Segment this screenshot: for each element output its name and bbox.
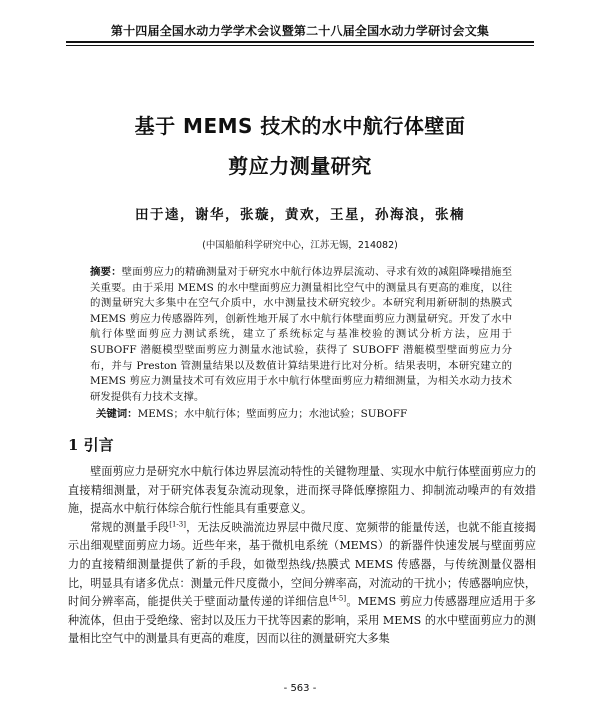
keywords xyxy=(96,405,516,420)
paper-title-line-2: 剪应力测量研究 xyxy=(228,154,372,178)
abstract-text: 壁面剪应力的精确测量对于研究水中航行体边界层流动、寻求有效的减阻降噪措施至关重要。由于采用 MEMS 的水中壁面剪应力测量相比空气中的测量具有更高的难度，以往的测量研究大多集中在空气介质中，水中测量技术研究较少。本研究利用新研制的热膜式 MEMS 剪应力传感器阵列，创新性地开展了水中航行体壁面剪应力测量研究。开发了水中航行体壁面剪应力测试系统，建立了系统标定与基准校验的测试分析方法，应用于 SUBOFF 潜艇模型壁面剪应力测量水池试验，获得了 SUBOFF 潜艇模型壁面剪应力分布，并与 Preston 管测量结果以及数值计算结果进行比对分析。结果表明，本研究建立的 MEMS 剪应力测量技术可有效应用于水中航行体壁面剪应力精细测量，为相关水动力技术研发提供有力技术支撑。 xyxy=(90,266,513,403)
paragraph-2-part-b: ，无法反映湍流边界层中微尺度、宽频带的能量传送，也就不能直接揭示出细观壁面剪应力场。近些年来，基于微机电系统（MEMS）的新器件快速发展与壁面剪应力的直接精细测量提供了新的手段，如微型热线/热膜式 MEMS 传感器，与传统测量仪器相比，明显具有诸多优点：测量元件尺度微小，空间分辨率高，对流动的干扰小；传感器响应快，时间分辨率高，能提供关于壁面动量传递的详细信息 xyxy=(68,520,536,609)
paragraph-2-part-a: 常规的测量手段 xyxy=(90,520,170,534)
paragraph-1: 壁面剪应力是研究水中航行体边界层流动特性的关键物理量、实现水中航行体壁面剪应力的直接精细测量，对于研究体表复杂流动现象，进而探寻降低摩擦阻力、抑制流动噪声的有效措施，提高水中航行体综合航行性能具有重要意义。 xyxy=(68,465,536,516)
paragraph-2-part-c: 。MEMS 剪应力传感器理应适用于多种流体，但由于受绝缘、密封以及压力干扰等因素的影响，采用 MEMS 的水中壁面剪应力的测量相比空气中的测量具有更高的难度，因而以往的测量研究大多集 xyxy=(68,595,536,646)
page-number: - 563 - xyxy=(283,683,317,694)
paper-title-line-1: 基于 MEMS 技术的水中航行体壁面 xyxy=(134,114,466,138)
keywords-label: 关键词： xyxy=(96,408,138,420)
citation-1-3: [1-3] xyxy=(169,520,186,529)
abstract xyxy=(90,265,512,405)
header-rule-thick xyxy=(66,41,534,43)
section-heading-introduction: 1 引言 xyxy=(68,436,114,454)
affiliation: (中国船舶科学研究中心，江苏无锡，214082) xyxy=(202,240,398,251)
body-text xyxy=(68,463,536,649)
citation-4-5: [4-5] xyxy=(329,594,347,603)
abstract-label: 摘要： xyxy=(90,266,122,278)
paragraph-2 xyxy=(68,519,536,649)
header-rule-thin xyxy=(66,45,534,46)
keywords-text: MEMS；水中航行体；壁面剪应力；水池试验；SUBOFF xyxy=(137,408,408,420)
author-list: 田于逵，谢华，张璇，黄欢，王星，孙海浪，张楠 xyxy=(135,207,465,223)
running-header: 第十四届全国水动力学学术会议暨第二十八届全国水动力学研讨会文集 xyxy=(110,24,490,38)
